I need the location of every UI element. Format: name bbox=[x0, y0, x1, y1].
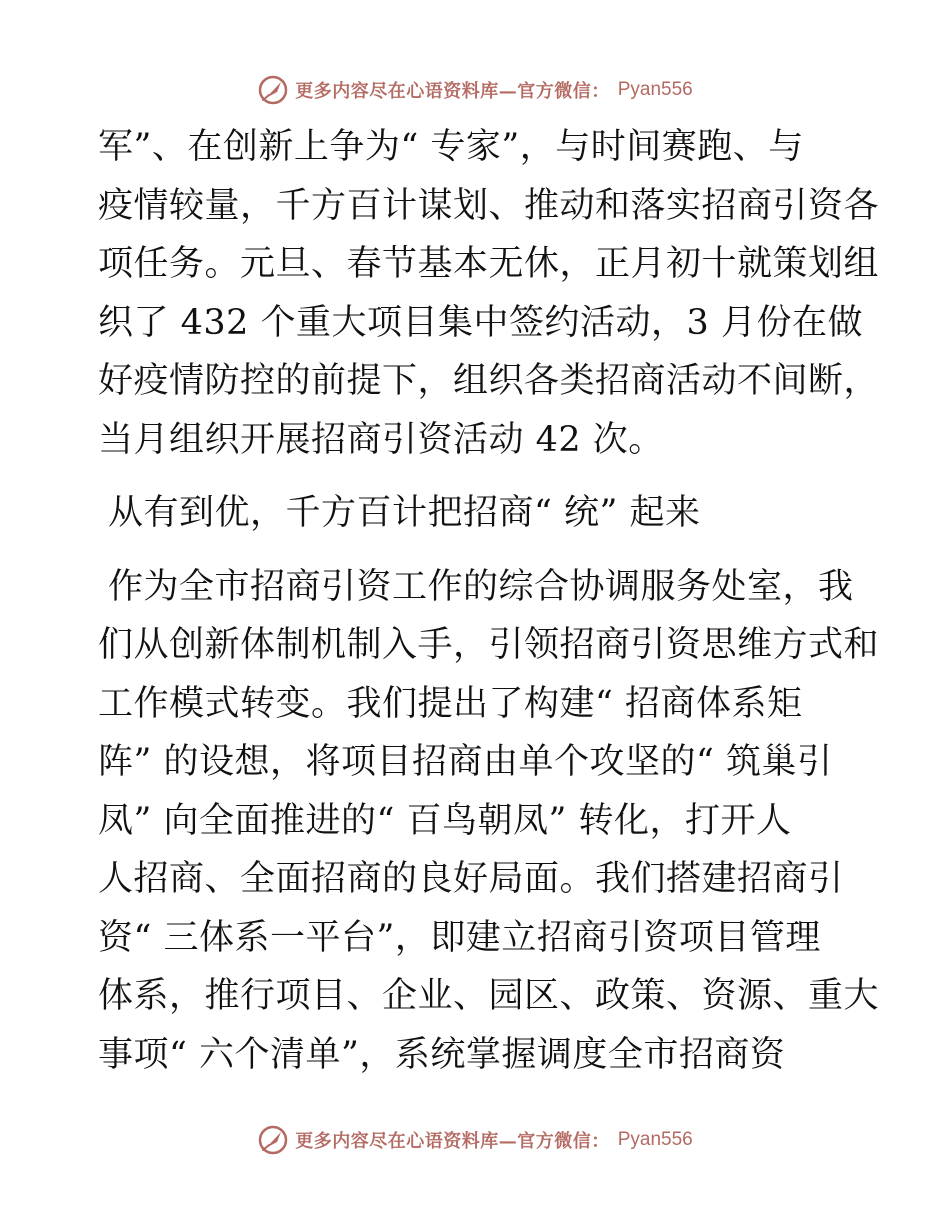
text-line: 工作模式转变。我们提出了构建“ 招商体系矩 bbox=[98, 683, 803, 724]
text-line: 资“ 三体系一平台”，即建立招商引资项目管理 bbox=[98, 917, 821, 958]
text-line: 阵” 的设想，将项目招商由单个攻坚的“ 筑巢引 bbox=[98, 742, 833, 782]
text-line: 作为全市招商引资工作的综合协调服务处室，我 bbox=[108, 566, 854, 607]
paragraph bbox=[98, 558, 880, 1085]
text-line: 疫情较量，千方百计谋划、推动和落实招商引资各 bbox=[98, 185, 880, 226]
document-body bbox=[98, 118, 880, 1084]
watermark-text: 更多内容尽在心语资料库—官方微信： bbox=[295, 1131, 610, 1152]
text-line: 凤” 向全面推进的“ 百鸟朝凤” 转化，打开人 bbox=[98, 800, 792, 841]
text-line: 织了 432 个重大项目集中签约活动，3 月份在做 bbox=[98, 302, 863, 343]
text-line: 事项“ 六个清单”，系统掌握调度全市招商资 bbox=[98, 1034, 786, 1075]
watermark-footer bbox=[0, 1120, 950, 1160]
text-line: 体系，推行项目、企业、园区、政策、资源、重大 bbox=[98, 976, 880, 1016]
heading-line: 从有到优，千方百计把招商“ 统” 起来 bbox=[108, 493, 701, 533]
watermark-wechat-id: Pyan556 bbox=[617, 1129, 693, 1150]
quill-logo-icon bbox=[257, 74, 289, 106]
watermark-wechat-id: Pyan556 bbox=[617, 79, 693, 100]
watermark-text: 更多内容尽在心语资料库—官方微信： bbox=[295, 81, 610, 102]
text-line: 当月组织开展招商引资活动 42 次。 bbox=[98, 419, 664, 460]
quill-logo-icon bbox=[257, 1124, 289, 1156]
watermark-header bbox=[0, 70, 950, 110]
paragraph bbox=[98, 118, 880, 469]
text-line: 好疫情防控的前提下，组织各类招商活动不间断， bbox=[98, 361, 880, 401]
text-line: 项任务。元旦、春节基本无休，正月初十就策划组 bbox=[98, 244, 880, 284]
section-heading bbox=[98, 484, 858, 543]
text-line: 人招商、全面招商的良好局面。我们搭建招商引 bbox=[98, 859, 844, 899]
text-line: 们从创新体制机制入手，引领招商引资思维方式和 bbox=[98, 625, 880, 665]
text-line: 军”、在创新上争为“ 专家”，与时间赛跑、与 bbox=[98, 127, 804, 167]
